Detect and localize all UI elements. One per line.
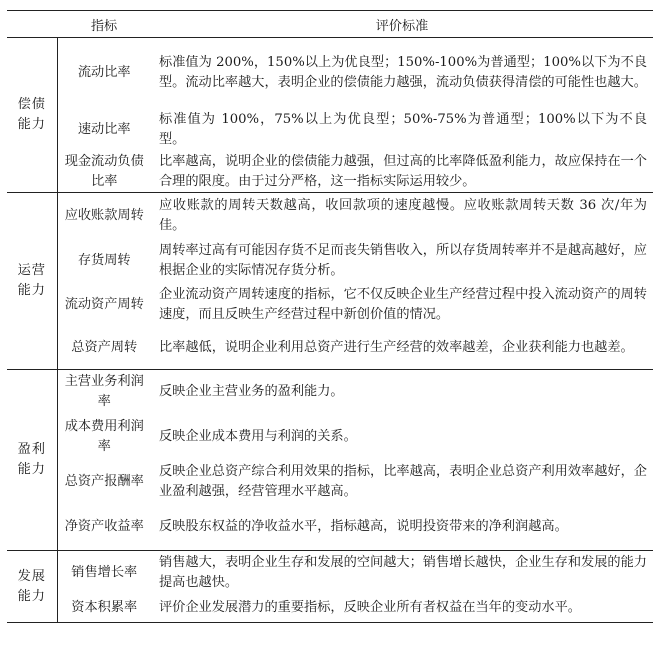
indicator-cell: 总资产报酬率 [64, 474, 144, 489]
category-label: 盈利能力 [17, 442, 46, 477]
table-row [7, 283, 653, 327]
indicator-cell: 速动比率 [77, 121, 131, 137]
standard-cell: 比率越高，说明企业的偿债能力越强，但过高的比率降低盈利能力，故应保持在一个合理的限度。由于过分严格，这一指标实际运用较少。 [151, 152, 653, 193]
header-standard: 评价标准 [151, 11, 653, 38]
indicator-cell: 现金流动负债比率 [57, 152, 151, 193]
table-row [7, 152, 653, 193]
standard-cell: 销售越大，表明企业生存和发展的空间越大；销售增长越快，企业生存和发展的能力提高也越快。 [159, 554, 647, 590]
indicator-cell: 应收账款周转 [64, 207, 144, 223]
indicator-cell: 资本积累率 [57, 595, 151, 623]
table-row [7, 505, 653, 551]
category-cell [7, 551, 57, 623]
category-label: 运营能力 [17, 263, 46, 298]
indicator-cell: 流动资产周转 [64, 296, 144, 312]
table-row [7, 108, 653, 152]
standard-cell: 反映股东权益的净收益水平，指标越高，说明投资带来的净利润越高。 [151, 505, 653, 551]
indicator-cell: 主营业务利润率 [64, 374, 144, 410]
standard-cell: 评价企业发展潜力的重要指标，反映企业所有者权益在当年的变动水平。 [151, 595, 653, 623]
table-row [7, 193, 653, 239]
indicator-cell: 总资产周转 [57, 327, 151, 370]
standard-cell: 应收账款的周转天数越高，收回款项的速度越慢。应收账款周转天数 36 次/年为佳。 [159, 197, 647, 233]
indicator-cell: 销售增长率 [71, 564, 138, 580]
table-row [7, 327, 653, 370]
indicator-cell: 净资产收益率 [57, 505, 151, 551]
category-label: 发展能力 [17, 568, 46, 604]
standard-cell: 企业流动资产周转速度的指标，它不仅反映企业生产经营过程中投入流动资产的周转速度，而且反映生产经营过程中新创价值的情况。 [159, 286, 647, 322]
standard-cell: 标准值为 200%，150%以上为优良型；150%-100%为普通型；100%以下为不良型。流动比率越大，表明企业的偿债能力越强，流动负债获得清偿的可能性也越大。 [159, 54, 647, 90]
standard-cell: 比率越低，说明企业利用总资产进行生产经营的效率越差，企业获利能力也越差。 [151, 327, 653, 370]
category-cell [7, 38, 57, 193]
indicator-cell: 成本费用利润率 [64, 419, 144, 454]
table-row [7, 38, 653, 108]
category-cell [7, 193, 57, 370]
indicator-cell: 存货周转 [77, 252, 131, 268]
header-category [7, 11, 57, 38]
indicator-cell: 流动比率 [77, 64, 131, 80]
category-cell [7, 370, 57, 551]
standard-cell: 反映企业成本费用与利润的关系。 [159, 429, 357, 444]
table-row [7, 551, 653, 595]
standard-cell: 周转率过高有可能因存货不足而丧失销售收入，所以存货周转率并不是越高越好，应根据企业的实际情况存货分析。 [159, 242, 647, 278]
standard-cell: 标准值为 100%，75%以上为优良型；50%-75%为普通型；100%以下为不良型。 [159, 111, 647, 147]
table-row [7, 239, 653, 283]
table-row [7, 595, 653, 623]
header-indicator: 指标 [57, 11, 151, 38]
table-row [7, 415, 653, 460]
table-row [7, 370, 653, 415]
header-row [7, 11, 653, 38]
standard-cell: 反映企业总资产综合利用效果的指标，比率越高，表明企业总资产利用效率越好，企业盈利越强，经营管理水平越高。 [159, 464, 647, 499]
evaluation-table [7, 10, 653, 623]
category-label: 偿债能力 [17, 97, 46, 132]
table-row [7, 460, 653, 505]
standard-cell: 反映企业主营业务的盈利能力。 [159, 384, 344, 400]
